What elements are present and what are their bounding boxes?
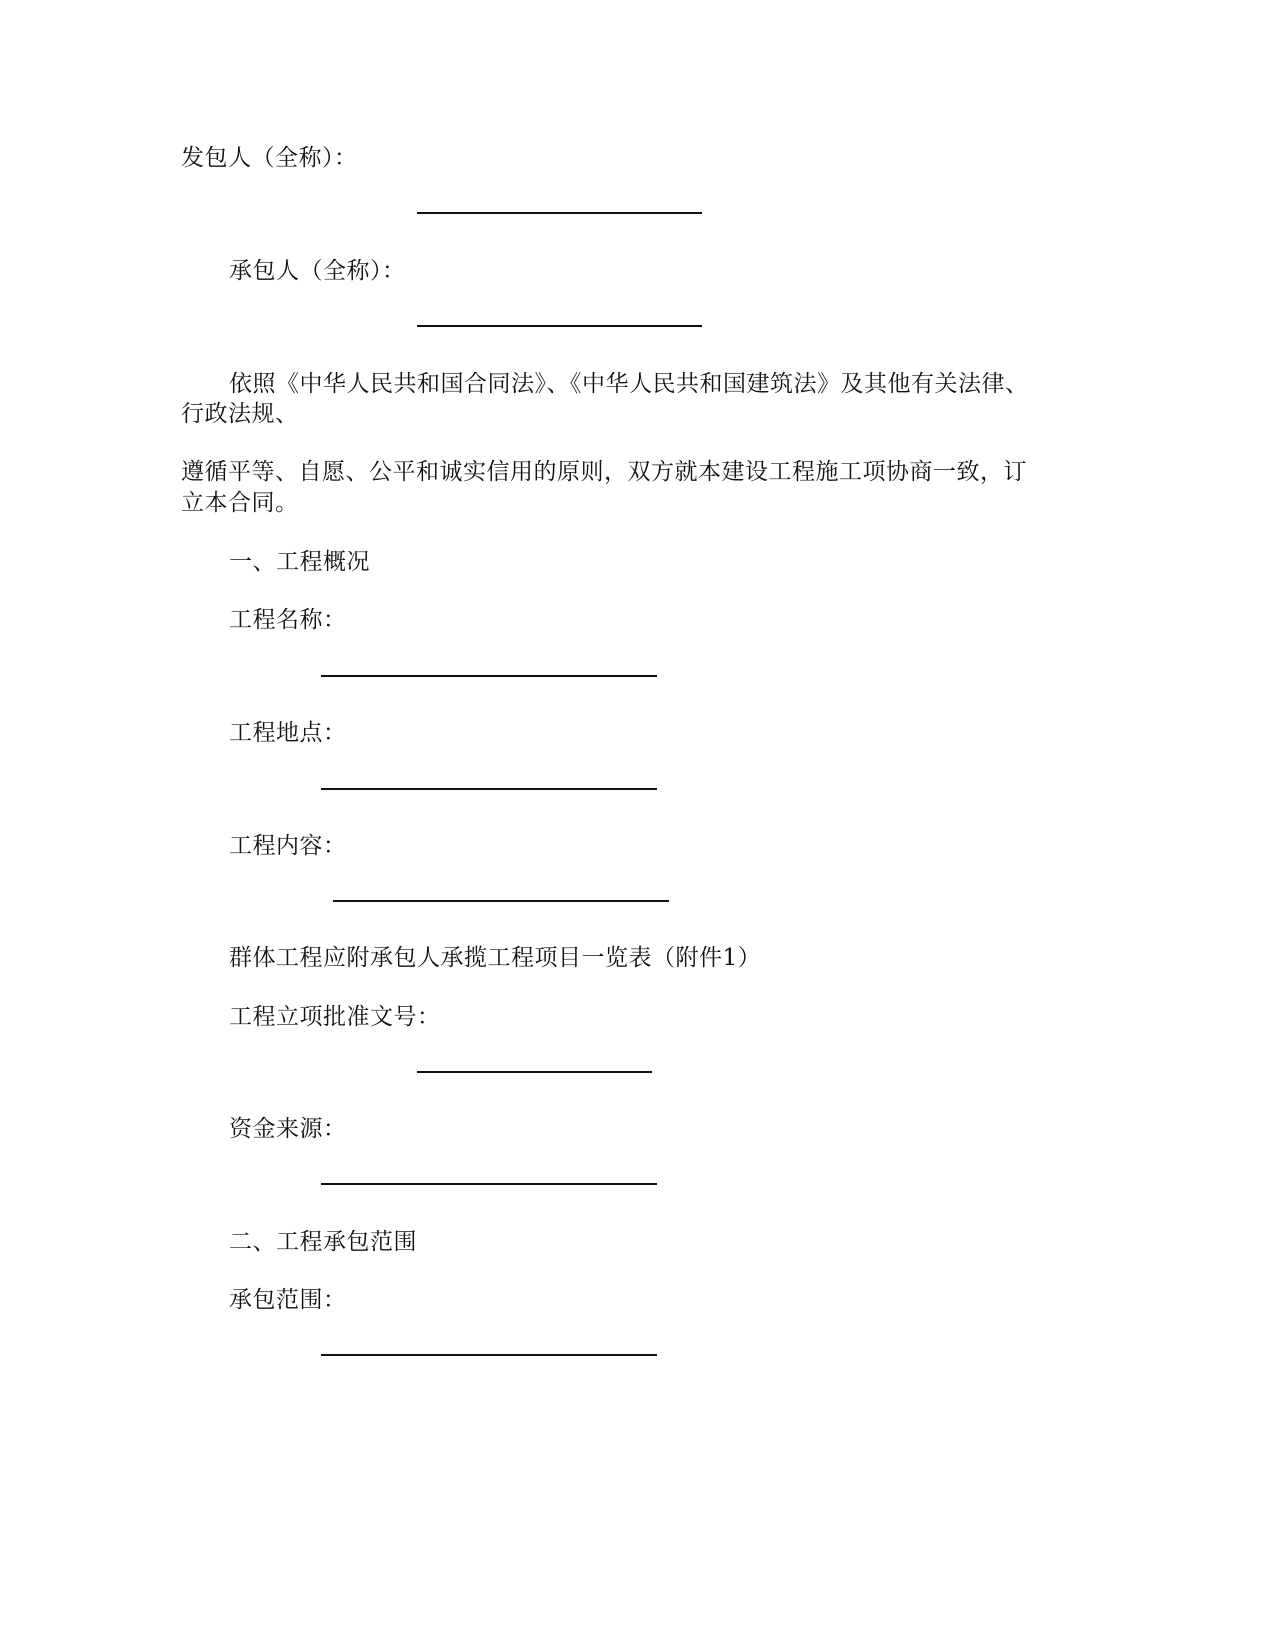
funding-source-blank [321, 1183, 657, 1185]
preamble-line-2: 行政法规、 [181, 401, 299, 427]
principle-line-1: 遵循平等、自愿、公平和诚实信用的原则，双方就本建设工程施工项协商一致，订 [181, 459, 1027, 485]
section-2-heading: 二、工程承包范围 [229, 1229, 417, 1255]
project-location-blank [321, 788, 657, 790]
scope-blank [321, 1354, 657, 1356]
section-1-heading: 一、工程概况 [229, 549, 370, 575]
contractor-name-blank [417, 325, 702, 327]
project-location-label: 工程地点： [229, 720, 347, 746]
project-name-blank [321, 675, 657, 677]
scope-label: 承包范围： [229, 1287, 347, 1313]
employer-name-blank [417, 212, 702, 214]
contractor-label: 承包人（全称）： [229, 258, 406, 284]
principle-line-2: 立本合同。 [181, 490, 299, 516]
project-content-label: 工程内容： [229, 833, 347, 859]
project-content-blank [333, 900, 669, 902]
funding-source-label: 资金来源： [229, 1116, 347, 1142]
group-project-note: 群体工程应附承包人承揽工程项目一览表（附件1） [229, 945, 762, 971]
project-name-label: 工程名称： [229, 607, 347, 633]
approval-number-label: 工程立项批准文号： [229, 1004, 441, 1030]
preamble-line-1: 依照《中华人民共和国合同法》、《中华人民共和国建筑法》及其他有关法律、 [229, 371, 1029, 397]
approval-number-blank [417, 1071, 652, 1073]
employer-label: 发包人（全称）： [181, 145, 358, 171]
